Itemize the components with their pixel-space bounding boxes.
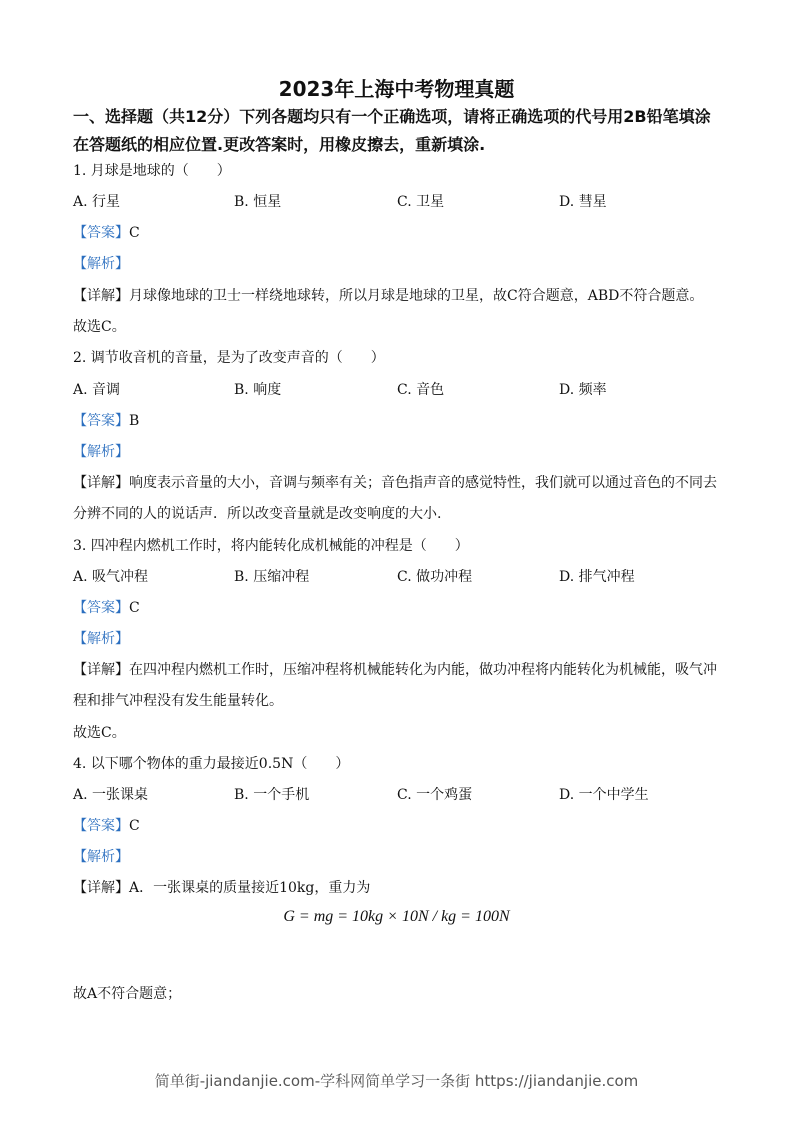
question-4-analysis-tag: 【解析】 <box>73 849 129 865</box>
question-3-analysis-tag: 【解析】 <box>73 631 129 647</box>
question-3-detail-cont: 程和排气冲程没有发生能量转化。 <box>73 693 283 709</box>
question-2-detail <box>73 472 717 492</box>
question-1-option-d: D. 彗星 <box>559 194 607 210</box>
question-4-detail <box>73 877 370 897</box>
answer-tag: 【答案】 <box>73 413 129 429</box>
question-2-option-b: B. 响度 <box>234 382 282 398</box>
detail-tag: 【详解】 <box>73 880 129 896</box>
question-2-analysis-tag: 【解析】 <box>73 444 129 460</box>
answer-tag: 【答案】 <box>73 225 129 241</box>
question-2-answer <box>73 410 139 430</box>
answer-value: B <box>129 413 140 429</box>
detail-text: A．一张课桌的质量接近10kg，重力为 <box>129 880 371 896</box>
question-3-answer <box>73 597 140 617</box>
question-3-option-c: C. 做功冲程 <box>397 569 473 585</box>
question-1-analysis-tag: 【解析】 <box>73 256 129 272</box>
question-1-option-a: A. 行星 <box>73 194 121 210</box>
question-2-option-c: C. 音色 <box>397 382 445 398</box>
question-3-detail <box>73 659 717 679</box>
answer-tag: 【答案】 <box>73 818 129 834</box>
gravity-formula: G = mg = 10kg × 10N / kg = 100N <box>283 908 510 925</box>
answer-value: C <box>129 600 140 616</box>
question-3-option-d: D. 排气冲程 <box>559 569 635 585</box>
question-4-option-c: C. 一个鸡蛋 <box>397 787 473 803</box>
question-3-conclusion: 故选C。 <box>73 725 126 741</box>
question-4-answer <box>73 815 140 835</box>
section-heading-line2: 在答题纸的相应位置.更改答案时，用橡皮擦去，重新填涂. <box>73 135 486 154</box>
question-3-option-b: B. 压缩冲程 <box>234 569 310 585</box>
footer-watermark: 简单街-jiandanjie.com-学科网简单学习一条街 https://jiandanjie.com <box>154 1072 639 1090</box>
page-title: 2023年上海中考物理真题 <box>278 77 515 101</box>
detail-tag: 【详解】 <box>73 662 129 678</box>
question-4-stem: 4. 以下哪个物体的重力最接近0.5N（ ） <box>73 756 350 772</box>
question-3-option-a: A. 吸气冲程 <box>73 569 149 585</box>
question-4-option-a: A. 一张课桌 <box>73 787 149 803</box>
detail-text: 在四冲程内燃机工作时，压缩冲程将机械能转化为内能，做功冲程将内能转化为机械能，吸气冲 <box>129 662 717 678</box>
question-2-stem: 2. 调节收音机的音量，是为了改变声音的（ ） <box>73 350 385 366</box>
question-1-answer <box>73 222 140 242</box>
question-3-stem: 3. 四冲程内燃机工作时，将内能转化成机械能的冲程是（ ） <box>73 538 469 554</box>
section-heading-line1: 一、选择题（共12分）下列各题均只有一个正确选项，请将正确选项的代号用2B铅笔填涂 <box>73 107 711 126</box>
question-2-option-d: D. 频率 <box>559 382 607 398</box>
detail-text: 月球像地球的卫士一样绕地球转，所以月球是地球的卫星，故C符合题意，ABD不符合题意。 <box>129 288 704 304</box>
question-2-option-a: A. 音调 <box>73 382 121 398</box>
question-1-option-b: B. 恒星 <box>234 194 282 210</box>
question-4-option-b: B. 一个手机 <box>234 787 310 803</box>
answer-value: C <box>129 225 140 241</box>
question-1-stem: 1. 月球是地球的（ ） <box>73 163 231 179</box>
question-2-detail-cont: 分辨不同的人的说话声．所以改变音量就是改变响度的大小. <box>73 506 442 522</box>
detail-text: 响度表示音量的大小，音调与频率有关；音色指声音的感觉特性，我们就可以通过音色的不同去 <box>129 475 717 491</box>
detail-tag: 【详解】 <box>73 288 129 304</box>
question-1-conclusion: 故选C。 <box>73 319 126 335</box>
question-4-conclusion: 故A不符合题意； <box>73 986 182 1002</box>
question-4-option-d: D. 一个中学生 <box>559 787 649 803</box>
question-1-detail <box>73 285 703 305</box>
question-1-option-c: C. 卫星 <box>397 194 445 210</box>
answer-value: C <box>129 818 140 834</box>
answer-tag: 【答案】 <box>73 600 129 616</box>
detail-tag: 【详解】 <box>73 475 129 491</box>
